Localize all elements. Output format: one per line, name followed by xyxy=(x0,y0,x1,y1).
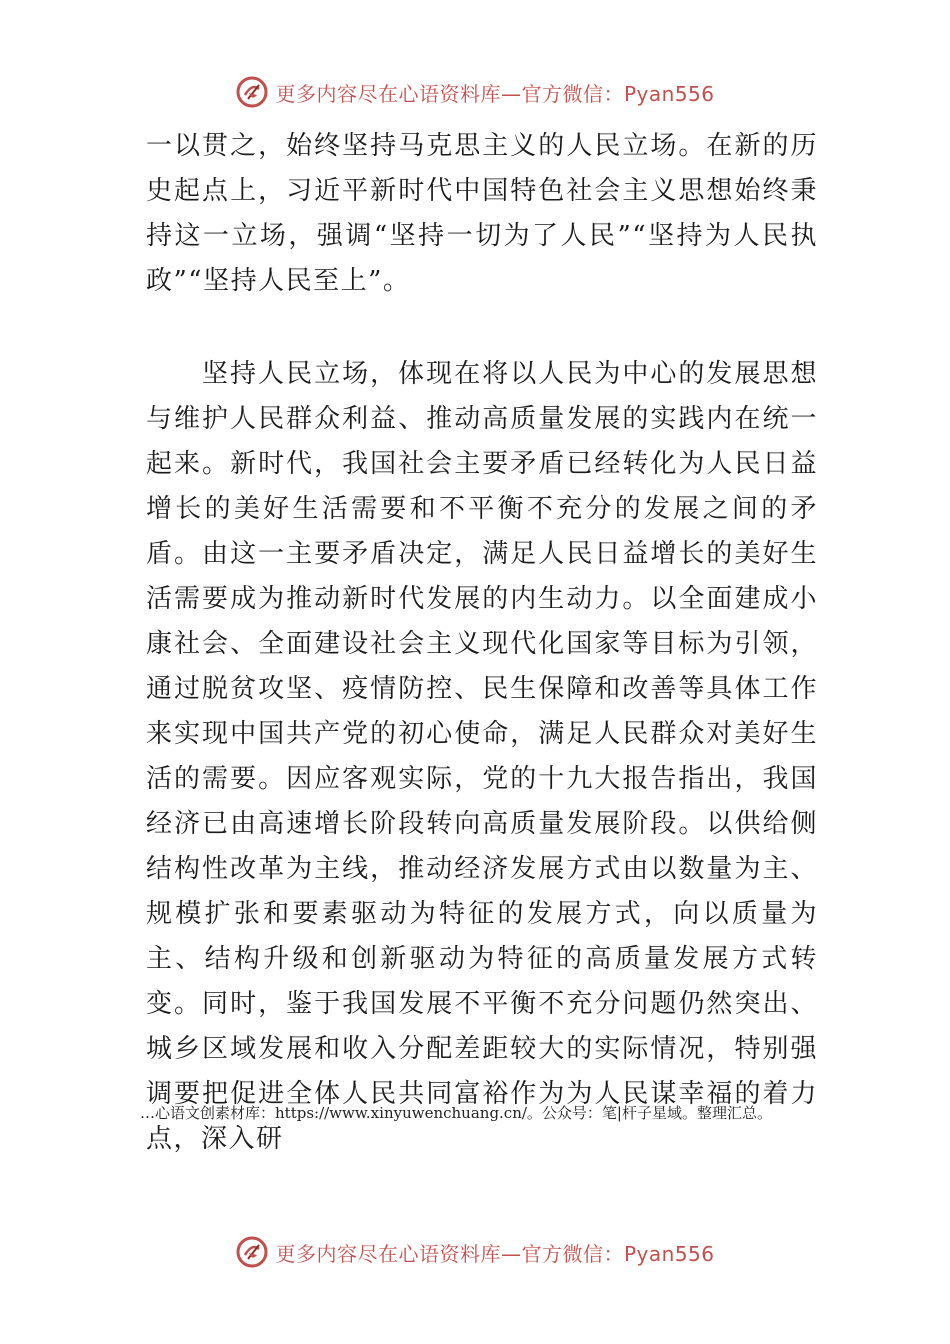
footer-wechat-id: Pyan556 xyxy=(623,1241,715,1266)
paragraph-1: 一以贯之，始终坚持马克思主义的人民立场。在新的历史起点上，习近平新时代中国特色社会主义思想始终秉持这一立场，强调“坚持一切为了人民”“坚持为人民执政”“坚持人民至上”。 xyxy=(146,131,818,296)
footer-banner-text: 更多内容尽在心语资料库—官方微信：Pyan556 xyxy=(275,1241,715,1266)
header-banner xyxy=(0,72,950,112)
header-banner-text: 更多内容尽在心语资料库—官方微信：Pyan556 xyxy=(275,81,715,106)
source-footnote: …心语文创素材库：https://www.xinyuwenchuang.cn/。公众号：笔|杆子星域。整理汇总。 xyxy=(140,1104,772,1122)
paragraph-2: 坚持人民立场，体现在将以人民为中心的发展思想与维护人民群众利益、推动高质量发展的实践内在统一起来。新时代，我国社会主要矛盾已经转化为人民日益增长的美好生活需要和不平衡不充分的发展之间的矛盾。由这一主要矛盾决定，满足人民日益增长的美好生活需要成为推动新时代发展的内生动力。以全面建成小康社会、全面建设社会主义现代化国家等目标为引领，通过脱贫攻坚、疫情防控、民生保障和改善等具体工作来实现中国共产党的初心使命，满足人民群众对美好生活的需要。因应客观实际，党的十九大报告指出，我国经济已由高速增长阶段转向高质量发展阶段。以供给侧结构性改革为主线，推动经济发展方式由以数量为主、规模扩张和要素驱动为特征的发展方式，向以质量为主、结构升级和创新驱动为特征的高质量发展方式转变。同时，鉴于我国发展不平衡不充分问题仍然突出、城乡区域发展和收入分配差距较大的实际情况，特别强调要把促进全体人民共同富裕作为为人民谋幸福的着力点，深入研 xyxy=(146,359,818,1154)
pen-heart-logo-icon xyxy=(235,1235,269,1269)
header-wechat-id: Pyan556 xyxy=(623,81,715,106)
document-body xyxy=(146,124,818,1162)
footer-banner xyxy=(0,1232,950,1272)
pen-heart-logo-icon xyxy=(235,75,269,109)
